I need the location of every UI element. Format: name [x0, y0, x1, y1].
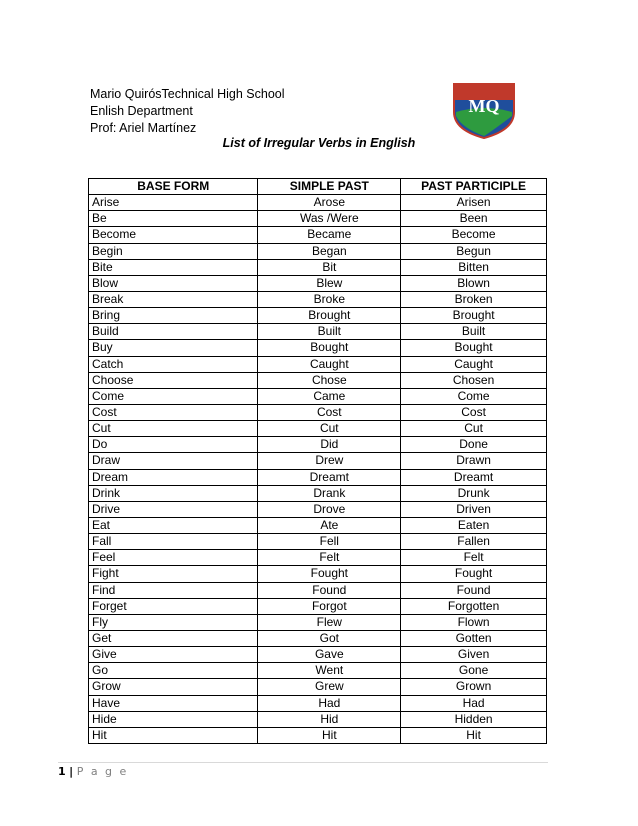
table-row — [89, 598, 547, 614]
table-row — [89, 550, 547, 566]
teacher-name: Prof: Ariel Martínez — [90, 121, 197, 135]
document-title: List of Irregular Verbs in English — [222, 136, 416, 150]
cell-past-participle: Fallen — [401, 534, 547, 550]
cell-simple-past: Found — [258, 582, 401, 598]
cell-simple-past: Drew — [258, 453, 401, 469]
cell-past-participle: Drunk — [401, 485, 547, 501]
table-row — [89, 437, 547, 453]
cell-past-participle: Had — [401, 695, 547, 711]
cell-past-participle: Broken — [401, 291, 547, 307]
cell-past-participle: Come — [401, 388, 547, 404]
table-row — [89, 324, 547, 340]
cell-base-form: Get — [89, 630, 258, 646]
cell-past-participle: Caught — [401, 356, 547, 372]
footer-divider — [58, 762, 548, 763]
logo-text: MQ — [468, 96, 500, 116]
table-row — [89, 582, 547, 598]
cell-simple-past: Came — [258, 388, 401, 404]
cell-base-form: Hide — [89, 711, 258, 727]
cell-base-form: Fly — [89, 614, 258, 630]
cell-simple-past: Arose — [258, 195, 401, 211]
cell-base-form: Dream — [89, 469, 258, 485]
page-number: 1 — [58, 765, 66, 778]
table-row — [89, 711, 547, 727]
table-row — [89, 195, 547, 211]
cell-past-participle: Blown — [401, 275, 547, 291]
cell-base-form: Become — [89, 227, 258, 243]
table-row — [89, 485, 547, 501]
footer-separator: | — [69, 765, 74, 778]
cell-simple-past: Cut — [258, 421, 401, 437]
cell-base-form: Go — [89, 663, 258, 679]
cell-simple-past: Was /Were — [258, 211, 401, 227]
cell-simple-past: Drove — [258, 501, 401, 517]
page-footer — [58, 765, 128, 778]
table-row — [89, 227, 547, 243]
cell-past-participle: Built — [401, 324, 547, 340]
cell-simple-past: Dreamt — [258, 469, 401, 485]
cell-base-form: Fall — [89, 534, 258, 550]
cell-simple-past: Blew — [258, 275, 401, 291]
table-row — [89, 469, 547, 485]
table-row — [89, 340, 547, 356]
cell-simple-past: Ate — [258, 517, 401, 533]
cell-simple-past: Had — [258, 695, 401, 711]
column-header-base-form: BASE FORM — [89, 179, 258, 195]
table-row — [89, 421, 547, 437]
table-row — [89, 517, 547, 533]
cell-base-form: Hit — [89, 727, 258, 743]
cell-base-form: Find — [89, 582, 258, 598]
cell-base-form: Arise — [89, 195, 258, 211]
cell-base-form: Bite — [89, 259, 258, 275]
table-row — [89, 663, 547, 679]
cell-base-form: Eat — [89, 517, 258, 533]
cell-base-form: Begin — [89, 243, 258, 259]
cell-base-form: Buy — [89, 340, 258, 356]
cell-base-form: Blow — [89, 275, 258, 291]
cell-past-participle: Done — [401, 437, 547, 453]
cell-base-form: Cut — [89, 421, 258, 437]
cell-base-form: Forget — [89, 598, 258, 614]
cell-past-participle: Fought — [401, 566, 547, 582]
cell-past-participle: Gotten — [401, 630, 547, 646]
column-header-simple-past: SIMPLE PAST — [258, 179, 401, 195]
table-row — [89, 534, 547, 550]
cell-base-form: Build — [89, 324, 258, 340]
cell-past-participle: Found — [401, 582, 547, 598]
table-header-row — [89, 179, 547, 195]
cell-simple-past: Flew — [258, 614, 401, 630]
school-name: Mario QuirósTechnical High School — [90, 87, 285, 101]
cell-past-participle: Cut — [401, 421, 547, 437]
cell-simple-past: Forgot — [258, 598, 401, 614]
cell-past-participle: Begun — [401, 243, 547, 259]
cell-base-form: Give — [89, 647, 258, 663]
cell-past-participle: Hidden — [401, 711, 547, 727]
cell-base-form: Break — [89, 291, 258, 307]
cell-past-participle: Been — [401, 211, 547, 227]
cell-past-participle: Brought — [401, 308, 547, 324]
cell-base-form: Drive — [89, 501, 258, 517]
cell-base-form: Bring — [89, 308, 258, 324]
cell-simple-past: Brought — [258, 308, 401, 324]
cell-simple-past: Bought — [258, 340, 401, 356]
table-row — [89, 404, 547, 420]
cell-base-form: Feel — [89, 550, 258, 566]
cell-simple-past: Caught — [258, 356, 401, 372]
table-row — [89, 291, 547, 307]
cell-past-participle: Dreamt — [401, 469, 547, 485]
cell-simple-past: Built — [258, 324, 401, 340]
table-row — [89, 614, 547, 630]
cell-simple-past: Became — [258, 227, 401, 243]
cell-base-form: Catch — [89, 356, 258, 372]
cell-base-form: Be — [89, 211, 258, 227]
cell-base-form: Choose — [89, 372, 258, 388]
cell-base-form: Do — [89, 437, 258, 453]
cell-simple-past: Chose — [258, 372, 401, 388]
cell-simple-past: Gave — [258, 647, 401, 663]
cell-simple-past: Grew — [258, 679, 401, 695]
cell-past-participle: Bitten — [401, 259, 547, 275]
table-row — [89, 356, 547, 372]
cell-simple-past: Hid — [258, 711, 401, 727]
cell-past-participle: Become — [401, 227, 547, 243]
table-row — [89, 275, 547, 291]
table-row — [89, 388, 547, 404]
cell-base-form: Drink — [89, 485, 258, 501]
table-row — [89, 647, 547, 663]
cell-simple-past: Fought — [258, 566, 401, 582]
cell-past-participle: Hit — [401, 727, 547, 743]
table-row — [89, 679, 547, 695]
column-header-past-participle: PAST PARTICIPLE — [401, 179, 547, 195]
cell-base-form: Cost — [89, 404, 258, 420]
table-row — [89, 630, 547, 646]
table-row — [89, 211, 547, 227]
irregular-verbs-table — [88, 178, 547, 744]
cell-past-participle: Flown — [401, 614, 547, 630]
cell-simple-past: Bit — [258, 259, 401, 275]
cell-past-participle: Forgotten — [401, 598, 547, 614]
school-logo-icon — [448, 78, 520, 140]
cell-base-form: Have — [89, 695, 258, 711]
cell-simple-past: Felt — [258, 550, 401, 566]
cell-simple-past: Fell — [258, 534, 401, 550]
table-row — [89, 308, 547, 324]
table-row — [89, 695, 547, 711]
cell-past-participle: Eaten — [401, 517, 547, 533]
cell-base-form: Draw — [89, 453, 258, 469]
table-row — [89, 372, 547, 388]
cell-past-participle: Bought — [401, 340, 547, 356]
cell-past-participle: Arisen — [401, 195, 547, 211]
cell-past-participle: Driven — [401, 501, 547, 517]
cell-simple-past: Hit — [258, 727, 401, 743]
department-name: Enlish Department — [90, 104, 193, 118]
cell-base-form: Grow — [89, 679, 258, 695]
cell-past-participle: Grown — [401, 679, 547, 695]
cell-past-participle: Drawn — [401, 453, 547, 469]
cell-base-form: Fight — [89, 566, 258, 582]
cell-simple-past: Cost — [258, 404, 401, 420]
school-header — [90, 86, 285, 137]
cell-simple-past: Began — [258, 243, 401, 259]
table-row — [89, 243, 547, 259]
page-label: P a g e — [76, 765, 129, 778]
table-row — [89, 259, 547, 275]
cell-base-form: Come — [89, 388, 258, 404]
table-row — [89, 501, 547, 517]
table-row — [89, 727, 547, 743]
cell-past-participle: Felt — [401, 550, 547, 566]
cell-simple-past: Drank — [258, 485, 401, 501]
cell-past-participle: Cost — [401, 404, 547, 420]
cell-past-participle: Gone — [401, 663, 547, 679]
cell-simple-past: Broke — [258, 291, 401, 307]
cell-simple-past: Did — [258, 437, 401, 453]
table-row — [89, 566, 547, 582]
cell-simple-past: Got — [258, 630, 401, 646]
cell-past-participle: Given — [401, 647, 547, 663]
cell-past-participle: Chosen — [401, 372, 547, 388]
cell-simple-past: Went — [258, 663, 401, 679]
table-row — [89, 453, 547, 469]
